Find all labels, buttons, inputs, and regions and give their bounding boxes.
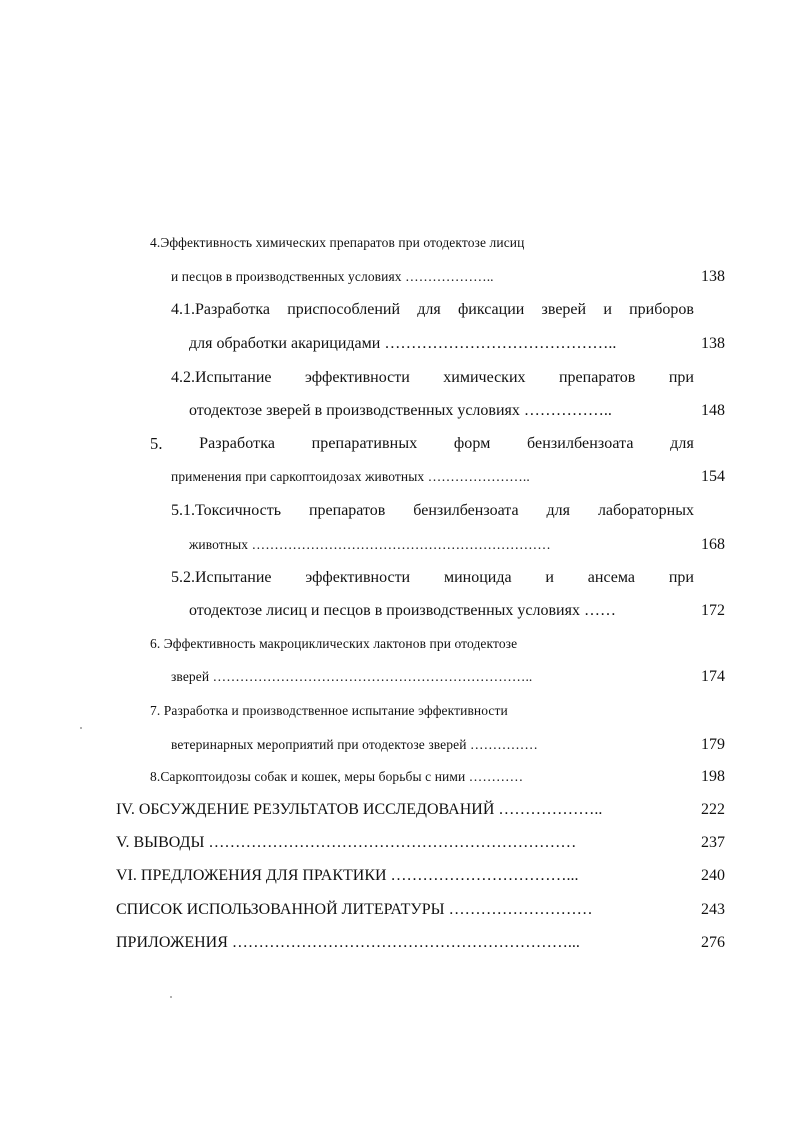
word: химических — [443, 369, 526, 386]
toc-section-v: V. ВЫВОДЫ …………………………………………………………… — [116, 834, 577, 851]
toc-entry-7-line2: ветеринарных мероприятий при отодектозе зверей …………… — [171, 737, 539, 752]
toc-entry-5-page: 154 — [701, 468, 725, 485]
toc-section-literature: СПИСОК ИСПОЛЬЗОВАННОЙ ЛИТЕРАТУРЫ ……………………… — [116, 901, 593, 918]
word: Разработка — [199, 435, 276, 452]
word: препаративных — [311, 435, 418, 452]
toc-entry-5-1-line1 — [171, 501, 694, 521]
scan-speck — [80, 727, 82, 729]
toc-section-iv: IV. ОБСУЖДЕНИЕ РЕЗУЛЬТАТОВ ИССЛЕДОВАНИЙ ……………….. — [116, 801, 603, 818]
toc-entry-4-line2: и песцов в производственных условиях ……………….. — [171, 269, 494, 284]
toc-entry-6-page: 174 — [701, 668, 725, 685]
toc-entry-4-line1: 4.Эффективность химических препаратов при отодектозе лисиц — [150, 235, 525, 250]
toc-entry-8-page: 198 — [701, 768, 725, 785]
word: приборов — [629, 301, 694, 318]
toc-entry-6-line1: 6. Эффективность макроциклических лактонов при отодектозе — [150, 636, 518, 651]
toc-section-vi-page: 240 — [701, 867, 725, 884]
toc-entry-4-1-line1 — [171, 300, 694, 320]
word: ансема — [587, 569, 635, 586]
toc-entry-5-2-line2: отодектозе лисиц и песцов в производственных условиях …… — [189, 602, 616, 619]
word: при — [668, 569, 694, 586]
toc-section-vi: VI. ПРЕДЛОЖЕНИЯ ДЛЯ ПРАКТИКИ ……………………………... — [116, 867, 579, 884]
toc-section-appendices: ПРИЛОЖЕНИЯ ………………………………………………………... — [116, 934, 580, 951]
toc-entry-5-2-line1 — [171, 568, 694, 588]
word: и — [603, 301, 612, 318]
word: 5. — [150, 434, 163, 453]
word: 4.2.Испытание — [171, 369, 272, 386]
toc-entry-4-1-page: 138 — [701, 335, 725, 352]
word: препаратов — [308, 502, 386, 519]
word: 5.1.Токсичность — [171, 502, 282, 519]
word: эффективности — [305, 569, 411, 586]
word: и — [545, 569, 554, 586]
word: фиксации — [457, 301, 525, 318]
toc-entry-4-2-line2: отодектозе зверей в производственных условиях …………….. — [189, 402, 612, 419]
word: бензилбензоата — [413, 502, 519, 519]
word: для — [670, 435, 694, 452]
word: 4.1.Разработка — [171, 301, 270, 318]
toc-section-appendices-page: 276 — [701, 934, 725, 951]
word: лабораторных — [597, 502, 694, 519]
toc-entry-7-page: 179 — [701, 736, 725, 753]
toc-entry-5-1-page: 168 — [701, 536, 725, 553]
word: эффективности — [304, 369, 410, 386]
toc-entry-4-1-line2: для обработки акарицидами …………………………………….. — [189, 335, 617, 352]
word: 5.2.Испытание — [171, 569, 272, 586]
toc-entry-5-1-line2: животных ………………………………………………………… — [189, 537, 551, 552]
toc-entry-8-line: 8.Саркоптоидозы собак и кошек, меры борьбы с ними ………… — [150, 769, 524, 784]
scan-speck — [170, 996, 172, 998]
toc-entry-5-line1 — [150, 434, 694, 454]
toc-entry-5-line2: применения при саркоптоидозах животных ………………….. — [171, 469, 530, 484]
toc-entry-6-line2: зверей …………………………………………………………….. — [171, 669, 533, 684]
word: для — [546, 502, 570, 519]
toc-section-literature-page: 243 — [701, 901, 725, 918]
toc-section-iv-page: 222 — [701, 801, 725, 818]
word: форм — [453, 435, 491, 452]
toc-entry-4-page: 138 — [701, 268, 725, 285]
word: бензилбензоата — [526, 435, 634, 452]
toc-entry-5-2-page: 172 — [701, 602, 725, 619]
word: миноцида — [443, 569, 512, 586]
word: приспособлений — [287, 301, 401, 318]
toc-entry-7-line1: 7. Разработка и производственное испытание эффективности — [150, 703, 508, 718]
word: препаратов — [558, 369, 636, 386]
toc-entry-4-2-line1 — [171, 368, 694, 388]
word: для — [417, 301, 441, 318]
word: при — [668, 369, 694, 386]
toc-section-v-page: 237 — [701, 834, 725, 851]
word: зверей — [541, 301, 587, 318]
toc-entry-4-2-page: 148 — [701, 402, 725, 419]
